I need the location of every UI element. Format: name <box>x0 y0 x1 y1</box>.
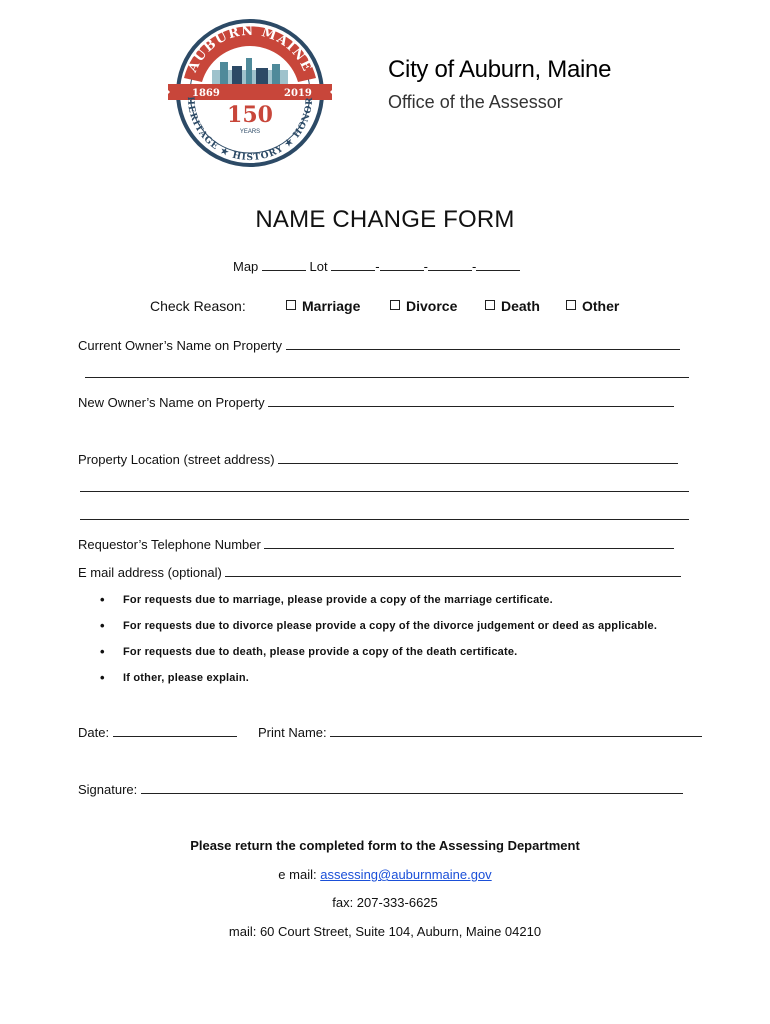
lot-field-2[interactable] <box>380 259 424 271</box>
email-prefix: e mail: <box>278 867 317 882</box>
logo-year-left: 1869 <box>192 88 220 99</box>
telephone-label: Requestor’s Telephone Number <box>78 537 261 552</box>
property-location-field[interactable] <box>278 452 678 464</box>
map-label: Map <box>233 259 259 274</box>
email-row <box>78 565 681 580</box>
current-owner-field-2[interactable] <box>85 366 689 378</box>
lot-field-1[interactable] <box>331 259 375 271</box>
instructions-list <box>100 592 657 696</box>
property-location-row-2 <box>80 480 689 495</box>
checkbox-icon <box>485 300 495 310</box>
logo-year-right: 2019 <box>284 88 312 99</box>
checkbox-icon <box>566 300 576 310</box>
map-field[interactable] <box>262 259 306 271</box>
checkbox-icon <box>286 300 296 310</box>
mail-contact: mail: 60 Court Street, Suite 104, Auburn, Maine 04210 <box>228 924 542 939</box>
logo-motto: HERITAGE ★ HISTORY ★ HONOR <box>184 96 316 163</box>
telephone-field[interactable] <box>264 537 674 549</box>
instruction-item: • If other, please explain. <box>100 670 657 696</box>
new-owner-label: New Owner’s Name on Property <box>78 395 265 410</box>
auburn-150-logo <box>162 18 338 168</box>
print-name-label: Print Name: <box>258 725 327 740</box>
instruction-item: • For requests due to marriage, please provide a copy of the marriage certificate. <box>100 592 657 618</box>
lot-label: Lot <box>309 259 328 274</box>
signature-label: Signature: <box>78 782 138 797</box>
lot-field-3[interactable] <box>428 259 472 271</box>
reason-marriage-checkbox[interactable] <box>286 298 360 314</box>
current-owner-label: Current Owner’s Name on Property <box>78 338 282 353</box>
date-row <box>78 725 237 740</box>
signature-field[interactable] <box>141 782 683 794</box>
property-location-field-3[interactable] <box>80 508 689 520</box>
instruction-item: • For requests due to divorce please provide a copy of the divorce judgement or deed as applicable. <box>100 618 657 644</box>
instruction-item: • For requests due to death, please provide a copy of the death certificate. <box>100 644 657 670</box>
print-name-field[interactable] <box>330 725 702 737</box>
property-location-row-3 <box>80 508 689 523</box>
email-field[interactable] <box>225 565 681 577</box>
current-owner-row-2 <box>85 366 689 381</box>
reason-divorce-checkbox[interactable] <box>390 298 457 314</box>
office-subtitle: Office of the Assessor <box>388 92 563 112</box>
city-title: City of Auburn, Maine <box>388 56 612 83</box>
reason-marriage-label: Marriage <box>302 298 361 314</box>
reason-other-checkbox[interactable] <box>566 298 619 314</box>
lot-field-4[interactable] <box>476 259 520 271</box>
current-owner-field[interactable] <box>286 338 680 350</box>
property-location-field-2[interactable] <box>80 480 689 492</box>
property-location-label: Property Location (street address) <box>78 452 275 467</box>
telephone-row <box>78 537 674 552</box>
reason-death-label: Death <box>501 298 540 314</box>
form-title: NAME CHANGE FORM <box>255 206 515 233</box>
email-contact <box>0 867 770 882</box>
new-owner-row <box>78 395 674 410</box>
logo-name: AUBURN MAINE <box>185 23 315 75</box>
logo-years: YEARS <box>239 129 261 135</box>
current-owner-row <box>78 338 680 353</box>
new-owner-field[interactable] <box>268 395 674 407</box>
reason-death-checkbox[interactable] <box>485 298 540 314</box>
date-label: Date: <box>78 725 110 740</box>
return-notice: Please return the completed form to the Assessing Department <box>190 838 580 853</box>
checkbox-icon <box>390 300 400 310</box>
map-lot-row: Map Lot - - - <box>233 259 520 274</box>
assessing-email-link[interactable]: assessing@auburnmaine.gov <box>320 867 492 882</box>
property-location-row <box>78 452 678 467</box>
fax-contact: fax: 207-333-6625 <box>332 895 438 910</box>
signature-row <box>78 782 683 797</box>
logo-150: 150 <box>227 102 273 128</box>
reason-other-label: Other <box>582 298 620 314</box>
email-label: E mail address (optional) <box>78 565 222 580</box>
reason-divorce-label: Divorce <box>406 298 458 314</box>
print-name-row <box>258 725 702 740</box>
date-field[interactable] <box>113 725 237 737</box>
check-reason-label: Check Reason: <box>150 298 246 314</box>
